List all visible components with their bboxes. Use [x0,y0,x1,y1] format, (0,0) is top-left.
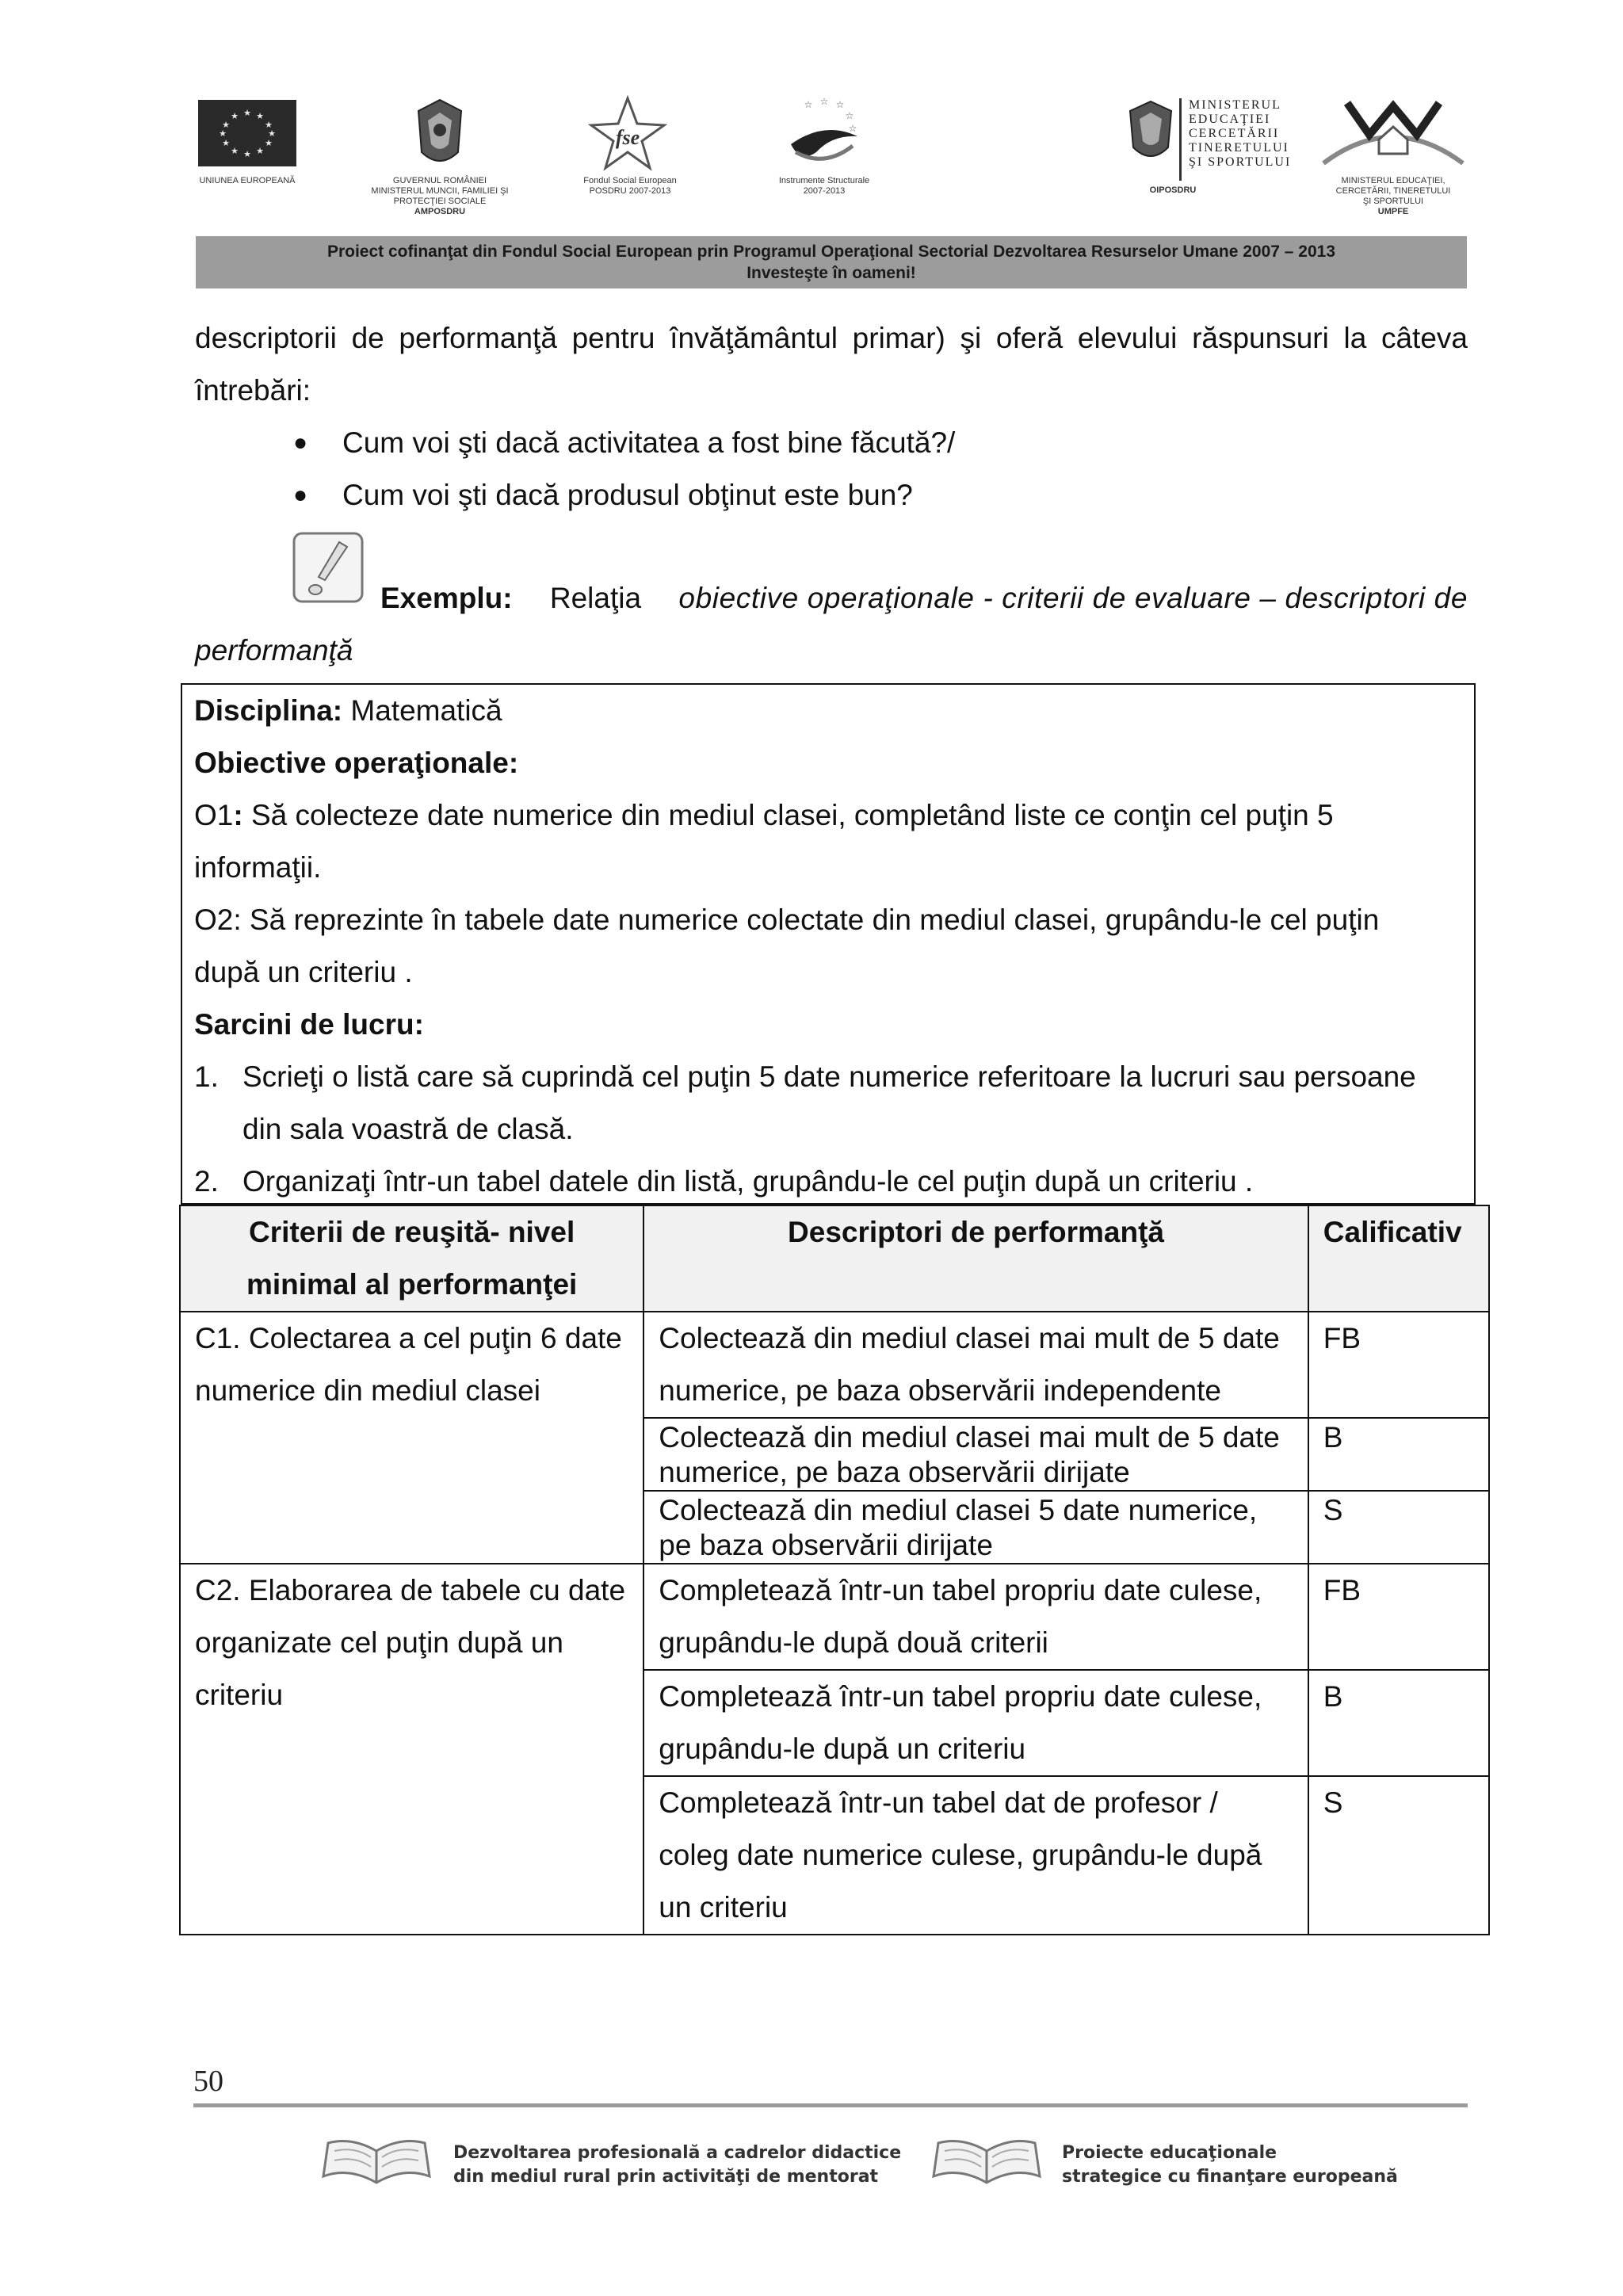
grade-cell: B [1308,1418,1489,1491]
cofinancing-banner [196,236,1467,288]
header-descriptors: Descriptori de performanţă [643,1205,1308,1312]
svg-text:★: ★ [243,149,251,159]
eu-flag-icon [198,100,296,166]
svg-text:★: ★ [222,120,230,130]
open-book-icon [317,2132,436,2192]
grade-cell: S [1308,1776,1489,1935]
criteria-table [179,1205,1490,1935]
intro-line-2: întrebări: [195,374,311,407]
svg-text:☆: ☆ [845,110,854,121]
example-label: Exemplu: [380,582,513,614]
task-2-number: 2. [194,1165,219,1198]
bullet-icon: ● [293,482,308,508]
umpfe-caption: MINISTERUL EDUCAŢIEI, CERCETĂRII, TINERETULUI ŞI SPORTULUI UMPFE [1335,176,1451,216]
svg-text:★: ★ [231,146,239,156]
umpfe-logo-icon [1316,95,1471,171]
svg-text:☆: ☆ [835,99,845,110]
structural-caption: Instrumente Structurale 2007-2013 [778,176,870,196]
header-criteria: Criterii de reuşită- nivel minimal al performanţei [180,1205,643,1312]
eu-caption: UNIUNEA EUROPEANĂ [199,176,296,185]
svg-text:☆: ☆ [804,99,813,110]
criterion-cell: C2. Elaborarea de tabele cu date organizate cel puţin după un criteriu [180,1564,643,1935]
descriptor-cell: Completează într-un tabel propriu date culese, grupându-le după două criterii [643,1564,1308,1670]
tasks-title: Sarcini de lucru: [194,1008,424,1041]
example-italic: obiective operaţionale - criterii de evaluare – descriptori de [678,582,1468,614]
objectives-title: Obiective operaţionale: [194,747,519,779]
svg-text:★: ★ [256,111,264,121]
government-caption: GUVERNUL ROMÂNIEI MINISTERUL MUNCII, FAMILIEI ŞI PROTECŢIEI SOCIALE AMPOSDRU [371,176,509,216]
exclamation-icon [292,531,365,604]
bullet-item: ● Cum voi şti dacă produsul obţinut este bun? [342,469,913,521]
objective-o2: O2: Să reprezinte în tabele date numerice colectate din mediul clasei, grupându-le cel puţin [194,904,1380,936]
svg-text:★: ★ [231,111,239,121]
banner-slogan: Investeşte în oameni! [747,264,916,282]
descriptor-cell: Completează într-un tabel dat de profesor / coleg date numerice culese, grupându-le după un criteriu [643,1776,1308,1935]
intro-line-1: descriptorii de performanţă pentru învăţământul primar) şi oferă elevului răspunsuri la câteva [195,322,1468,354]
oiposdru-caption: OIPOSDRU [1149,185,1197,195]
grade-cell: B [1308,1670,1489,1776]
objective-o1-cont: informaţii. [194,851,322,884]
structural-instruments-icon [785,97,864,173]
table-row [180,1312,1489,1418]
task-1-number: 1. [194,1060,219,1093]
header-grade: Calificativ [1308,1205,1489,1312]
grade-cell: S [1308,1491,1489,1564]
government-crest-icon [412,97,468,173]
grade-cell: FB [1308,1312,1489,1418]
footer-left-text: Dezvoltarea profesională a cadrelor didactice din mediul rural prin activităţi de mentorat [453,2143,902,2187]
page-number: 50 [193,2065,223,2098]
open-book-icon [927,2132,1046,2192]
descriptor-cell: Colectează din mediul clasei mai mult de 5 date numerice, pe baza observării independente [643,1312,1308,1418]
criterion-cell: C1. Colectarea a cel puţin 6 date numerice din mediul clasei [180,1312,643,1564]
svg-text:★: ★ [265,138,273,148]
ministry-crest-icon [1125,98,1176,170]
example-word: Relaţia [549,582,642,614]
banner-line-1: Proiect cofinanţat din Fondul Social European prin Programul Operaţional Sectorial Dezvoltarea Resurselor Umane 2007 – 2013 [327,243,1336,261]
bullet-icon: ● [293,430,308,456]
svg-text:fse: fse [615,126,640,149]
svg-text:★: ★ [243,108,251,118]
footer-right-text: Proiecte educaţionale strategice cu finanţare europeană [1062,2143,1398,2187]
svg-text:★: ★ [222,138,230,148]
example-heading [380,572,1468,625]
objective-o1: O1: Să colecteze date numerice din mediul clasei, completând liste ce conţin cel puţin 5 [194,799,1334,831]
svg-text:★: ★ [265,120,273,130]
ministry-divider [1179,98,1182,181]
svg-text:★: ★ [268,128,276,139]
discipline-line: Disciplina: Matematică [194,694,502,727]
grade-cell: FB [1308,1564,1489,1670]
bullet-item: ● Cum voi şti dacă activitatea a fost bine făcută?/ [342,417,955,469]
table-header-row [180,1205,1489,1312]
objective-o2-cont: după un criteriu . [194,956,413,988]
task-2: Organizaţi într-un tabel datele din listă, grupându-le cel puţin după un criteriu . [242,1165,1254,1198]
footer-rule [193,2103,1468,2107]
descriptor-cell: Colectează din mediul clasei 5 date numerice, pe baza observării dirijate [643,1491,1308,1564]
svg-text:★: ★ [219,128,227,139]
task-1: Scrieţi o listă care să cuprindă cel puţin 5 date numerice referitoare la lucruri sau persoane [242,1060,1416,1093]
svg-text:☆: ☆ [819,97,829,107]
example-italic-line-2: performanţă [195,634,353,667]
task-1-cont: din sala voastră de clasă. [242,1113,574,1145]
descriptor-cell: Colectează din mediul clasei mai mult de 5 date numerice, pe baza observării dirijate [643,1418,1308,1491]
fse-logo-icon [588,95,667,171]
svg-text:★: ★ [256,146,264,156]
ministry-text: MINISTERUL EDUCAŢIEI CERCETĂRII TINERETULUI ŞI SPORTULUI [1189,98,1292,169]
descriptor-cell: Completează într-un tabel propriu date culese, grupându-le după un criteriu [643,1670,1308,1776]
svg-text:☆: ☆ [848,123,857,134]
table-row [180,1564,1489,1670]
fse-caption: Fondul Social European POSDRU 2007-2013 [583,176,677,196]
objectives-box [181,683,1476,1205]
